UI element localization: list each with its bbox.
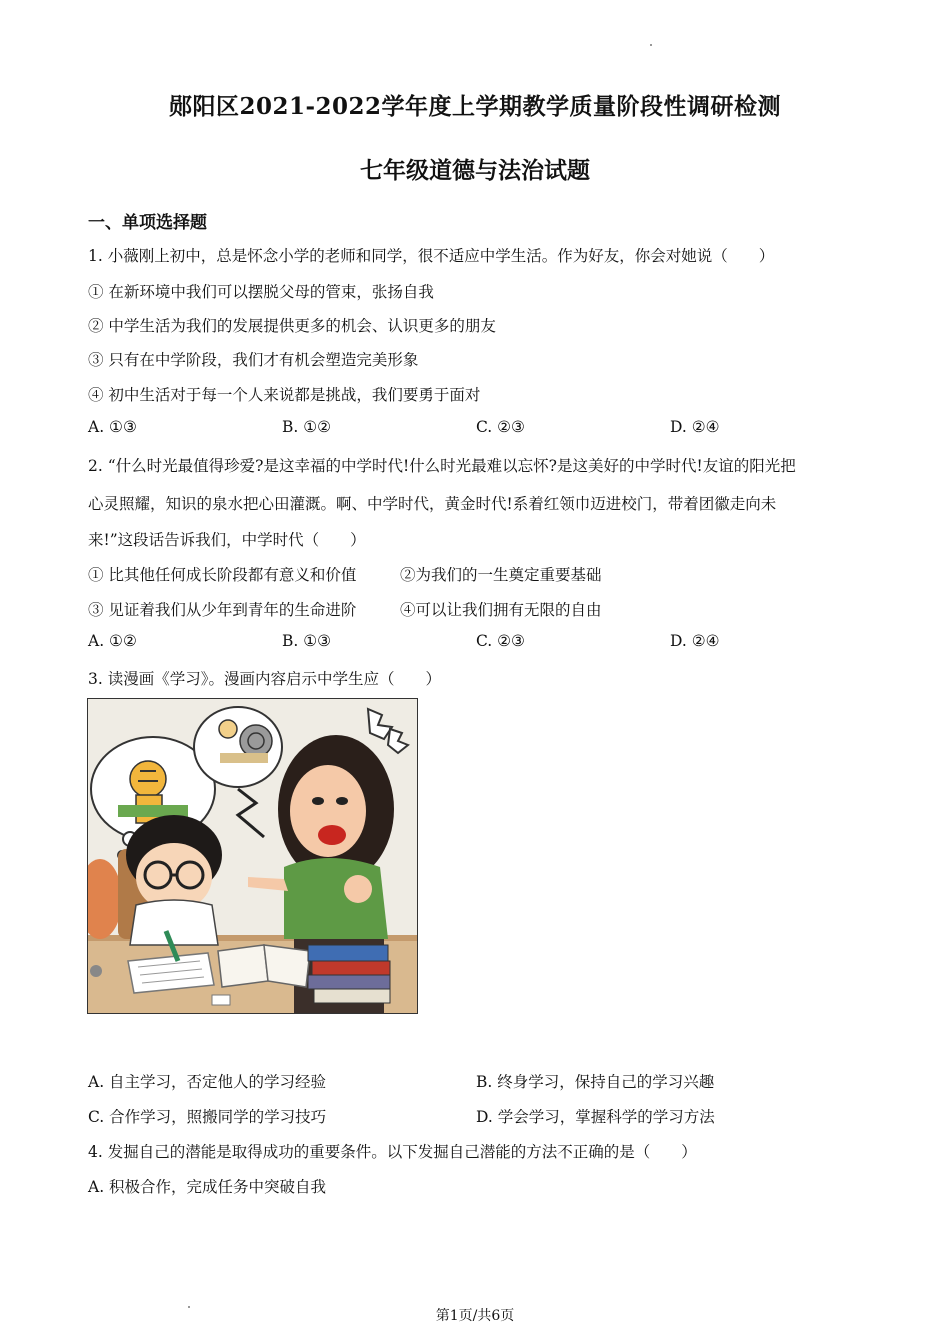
q2-stem-line-2: 心灵照耀，知识的泉水把心田灌溉。啊、中学时代，黄金时代!系着红领巾迈进校门，带着团徽走向未 xyxy=(88,495,777,513)
q1-statement-2: ② 中学生活为我们的发展提供更多的机会、认识更多的朋友 xyxy=(88,317,496,335)
q3-option-a[interactable]: A. 自主学习，否定他人的学习经验 xyxy=(88,1073,327,1091)
section-heading: 一、单项选择题 xyxy=(88,213,207,233)
comic-illustration xyxy=(88,699,417,1013)
q2-statement-4: ④可以让我们拥有无限的自由 xyxy=(400,601,602,619)
q1-statement-4: ④ 初中生活对于每一个人来说都是挑战，我们要勇于面对 xyxy=(88,386,481,404)
q1-statement-1: ① 在新环境中我们可以摆脱父母的管束，张扬自我 xyxy=(88,283,434,301)
exam-subtitle: 七年级道德与法治试题 xyxy=(360,157,590,184)
q3-option-c[interactable]: C. 合作学习，照搬同学的学习技巧 xyxy=(88,1108,327,1126)
q2-option-c[interactable]: C. ②③ xyxy=(476,632,525,650)
q2-statement-1: ① 比其他任何成长阶段都有意义和价值 xyxy=(88,566,357,584)
q4-stem: 4. 发掘自己的潜能是取得成功的重要条件。以下发掘自己潜能的方法不正确的是（ ） xyxy=(88,1143,697,1161)
q3-option-b[interactable]: B. 终身学习，保持自己的学习兴趣 xyxy=(476,1073,715,1091)
q3-stem: 3. 读漫画《学习》。漫画内容启示中学生应（ ） xyxy=(88,670,441,688)
q2-option-b[interactable]: B. ①③ xyxy=(282,632,332,650)
q2-option-a[interactable]: A. ①② xyxy=(88,632,137,650)
q3-option-d[interactable]: D. 学会学习，掌握科学的学习方法 xyxy=(476,1108,715,1126)
page-number: 第1页/共6页 xyxy=(435,1308,515,1324)
q1-option-a[interactable]: A. ①③ xyxy=(88,418,137,436)
study-comic-image xyxy=(87,698,418,1014)
exam-title: 郧阳区2021-2022学年度上学期教学质量阶段性调研检测 xyxy=(168,93,782,120)
q2-stem-line-1: 2. “什么时光最值得珍爱?是这幸福的中学时代!什么时光最难以忘怀?是这美好的中学时代!友谊的阳光把 xyxy=(88,457,796,475)
q1-statement-3: ③ 只有在中学阶段，我们才有机会塑造完美形象 xyxy=(88,351,419,369)
q1-option-b[interactable]: B. ①② xyxy=(282,418,332,436)
q2-statement-2: ②为我们的一生奠定重要基础 xyxy=(400,566,602,584)
q2-option-d[interactable]: D. ②④ xyxy=(670,632,720,650)
q1-option-d[interactable]: D. ②④ xyxy=(670,418,720,436)
scan-dot xyxy=(650,44,652,46)
q1-option-c[interactable]: C. ②③ xyxy=(476,418,525,436)
q2-statement-3: ③ 见证着我们从少年到青年的生命进阶 xyxy=(88,601,357,619)
q4-option-a[interactable]: A. 积极合作，完成任务中突破自我 xyxy=(88,1178,327,1196)
q1-stem: 1. 小薇刚上初中，总是怀念小学的老师和同学，很不适应中学生活。作为好友，你会对她说（ ） xyxy=(88,247,775,265)
q2-stem-line-3: 来!”这段话告诉我们，中学时代（ ） xyxy=(88,531,366,549)
